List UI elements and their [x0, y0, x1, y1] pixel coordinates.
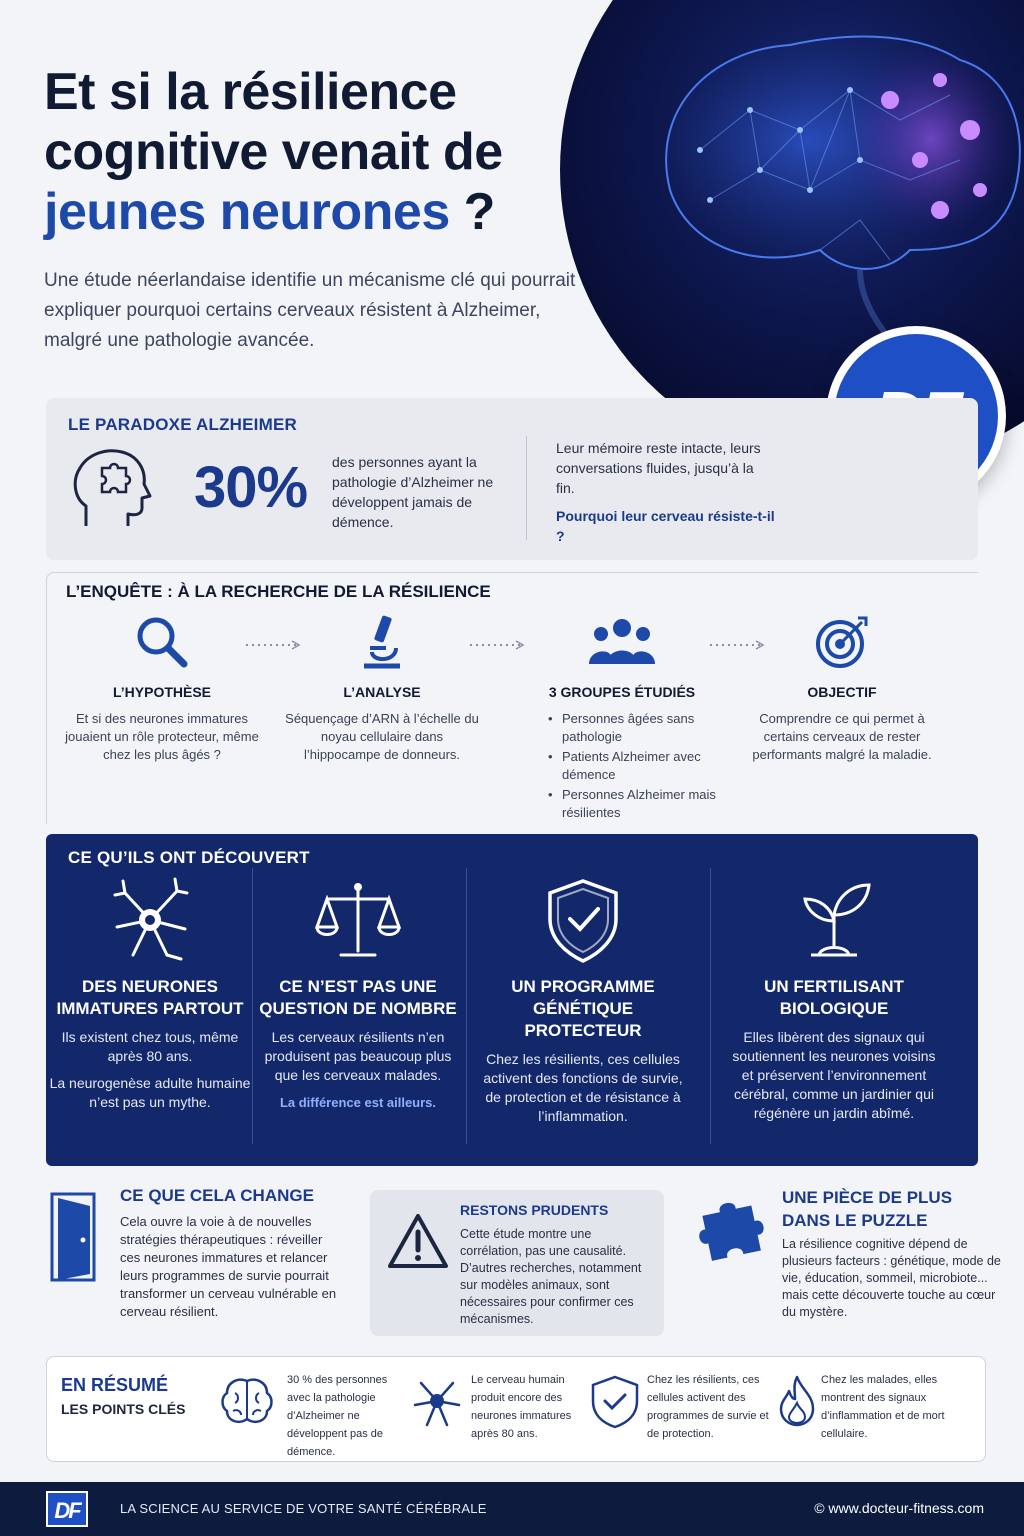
- shield-check-icon: [538, 875, 628, 965]
- inquiry-title: L’ENQUÊTE : À LA RECHERCHE DE LA RÉSILIENCE: [66, 582, 491, 601]
- footer-tagline: LA SCIENCE AU SERVICE DE VOTRE SANTÉ CÉRÉBRALE: [120, 1501, 487, 1516]
- discovery-text: Elles libèrent des signaux qui soutiennent les neurones voisins et préservent l’environnement cérébral, comme un jardinier qui régénère un jardin abîmé.: [732, 1029, 936, 1121]
- puzzle-title: UNE PIÈCE DE PLUS DANS LE PUZZLE: [782, 1188, 953, 1230]
- footer-url[interactable]: © www.docteur-fitness.com: [814, 1500, 984, 1516]
- paradox-question: Pourquoi leur cerveau résiste-t-il ?: [556, 508, 775, 544]
- step-groups: [512, 612, 732, 824]
- summary-item-text: Le cerveau humain produit encore des neurones immatures après 80 ans.: [471, 1374, 572, 1440]
- list-item: • Personnes Alzheimer mais résilientes: [548, 786, 732, 822]
- discovery-genetic-program: [476, 874, 690, 1126]
- brain-icon: [219, 1373, 275, 1429]
- discoveries-title: CE QU’ILS ONT DÉCOUVERT: [68, 848, 310, 867]
- discovery-text: Les cerveaux résilients n’en produisent pas beaucoup plus que les cerveaux malades.: [264, 1029, 452, 1083]
- change-title: CE QUE CELA CHANGE: [120, 1186, 314, 1205]
- paradox-percent: 30%: [194, 455, 308, 520]
- step-hypothesis: [62, 612, 262, 764]
- step-text: Comprendre ce qui permet à certains cerveaux de rester performants malgré la maladie.: [752, 711, 932, 762]
- discovery-title: DES NEURONES IMMATURES PARTOUT: [56, 977, 244, 1018]
- discovery-highlight: La différence est ailleurs.: [279, 1095, 437, 1110]
- puzzle-text: La résilience cognitive dépend de plusieurs facteurs : génétique, mode de vie, éducation, sommeil, microbiote... mais cette découverte touche au cœur du mystère.: [782, 1237, 1001, 1319]
- paradox-title: LE PARADOXE ALZHEIMER: [68, 415, 297, 434]
- caution-card: [370, 1190, 664, 1336]
- list-item: • Personnes âgées sans pathologie: [548, 710, 732, 746]
- page-subtitle: Une étude néerlandaise identifie un mécanisme clé qui pourrait expliquer pourquoi certains cerveaux résistent à Alzheimer, malgré une pathologie avancée.: [44, 270, 576, 351]
- divider: [466, 868, 467, 1144]
- summary-card: [46, 1356, 986, 1462]
- discovery-title: UN FERTILISANT BIOLOGIQUE: [764, 977, 904, 1018]
- caution-text: Cette étude montre une corrélation, pas une causalité. D’autres recherches, notamment sur modèles animaux, sont nécessaires pour confirmer ces mécanismes.: [460, 1227, 642, 1326]
- summary-item-text: Chez les malades, elles montrent des signaux d’inflammation et de mort cellulaire.: [821, 1374, 945, 1440]
- step-text: Et si des neurones immatures jouaient un rôle protecteur, même chez les plus âgés ?: [65, 711, 259, 762]
- discovery-title: UN PROGRAMME GÉNÉTIQUE PROTECTEUR: [511, 977, 655, 1040]
- target-icon: [812, 612, 872, 672]
- head-puzzle-icon: [66, 440, 156, 530]
- paradox-right-text: Leur mémoire reste intacte, leurs conversations fluides, jusqu’à la fin.: [556, 440, 761, 496]
- step-analysis: [282, 612, 482, 764]
- summary-item-text: Chez les résilients, ces cellules activent des programmes de survie et de protection.: [647, 1374, 769, 1440]
- divider: [252, 868, 253, 1144]
- paradox-description: des personnes ayant la pathologie d’Alzheimer ne développent jamais de démence.: [332, 454, 494, 530]
- summary-subtitle: LES POINTS CLÉS: [61, 1401, 186, 1417]
- step-title: L’HYPOTHÈSE: [112, 684, 212, 700]
- group-people-icon: [587, 612, 657, 672]
- shield-check-icon: [587, 1373, 643, 1429]
- sprout-icon: [789, 875, 879, 965]
- step-title: L’ANALYSE: [343, 684, 421, 700]
- paradox-card: [46, 398, 978, 560]
- divider: [526, 436, 527, 540]
- discovery-title: CE N’EST PAS UNE QUESTION DE NOMBRE: [259, 977, 457, 1018]
- title-highlight: jeunes neurones: [44, 183, 450, 241]
- summary-item-text: 30 % des personnes avec la pathologie d’Alzheimer ne développent pas de démence.: [287, 1374, 388, 1458]
- discovery-not-number: [254, 874, 462, 1112]
- magnifier-icon: [132, 612, 192, 672]
- warning-icon: [386, 1212, 450, 1270]
- summary-title: EN RÉSUMÉ: [61, 1375, 169, 1395]
- step-objective: [742, 612, 942, 764]
- open-door-icon: [50, 1192, 102, 1282]
- caution-title: RESTONS PRUDENTS: [460, 1202, 609, 1218]
- list-item: • Patients Alzheimer avec démence: [548, 748, 732, 784]
- microscope-icon: [352, 612, 412, 672]
- step-title: 3 GROUPES ÉTUDIÉS: [548, 684, 696, 700]
- discoveries-panel: [46, 834, 978, 1166]
- footer: [0, 1482, 1024, 1536]
- step-title: OBJECTIF: [807, 684, 877, 700]
- discovery-text: Chez les résilients, ces cellules activent des fonctions de survie, de protection et de résistance à l’inflammation.: [483, 1051, 683, 1124]
- scales-icon: [313, 875, 403, 965]
- flame-icon: [769, 1373, 825, 1429]
- discovery-text: Ils existent chez tous, même après 80 ans.: [61, 1029, 239, 1064]
- neuron-icon: [409, 1373, 465, 1429]
- discovery-immature-neurons: [46, 874, 254, 1112]
- divider: [710, 868, 711, 1144]
- discovery-fertilizer: [728, 874, 940, 1123]
- discovery-text: La neurogenèse adulte humaine n’est pas un mythe.: [49, 1075, 251, 1110]
- groups-list: [512, 710, 732, 822]
- change-text: Cela ouvre la voie à de nouvelles stratégies thérapeutiques : réveiller ces neurones immatures et relancer leurs programmes de survie pourrait transformer un cerveau vulnérable en cerveau résilient.: [120, 1214, 337, 1319]
- footer-logo: DF: [46, 1491, 88, 1527]
- step-text: Séquençage d’ARN à l’échelle du noyau cellulaire dans l’hippocampe de donneurs.: [285, 711, 479, 762]
- puzzle-piece-icon: [694, 1192, 770, 1262]
- neuron-icon: [105, 875, 195, 965]
- page-title: Et si la résilience cognitive venait de jeunes neurones ?: [44, 63, 503, 241]
